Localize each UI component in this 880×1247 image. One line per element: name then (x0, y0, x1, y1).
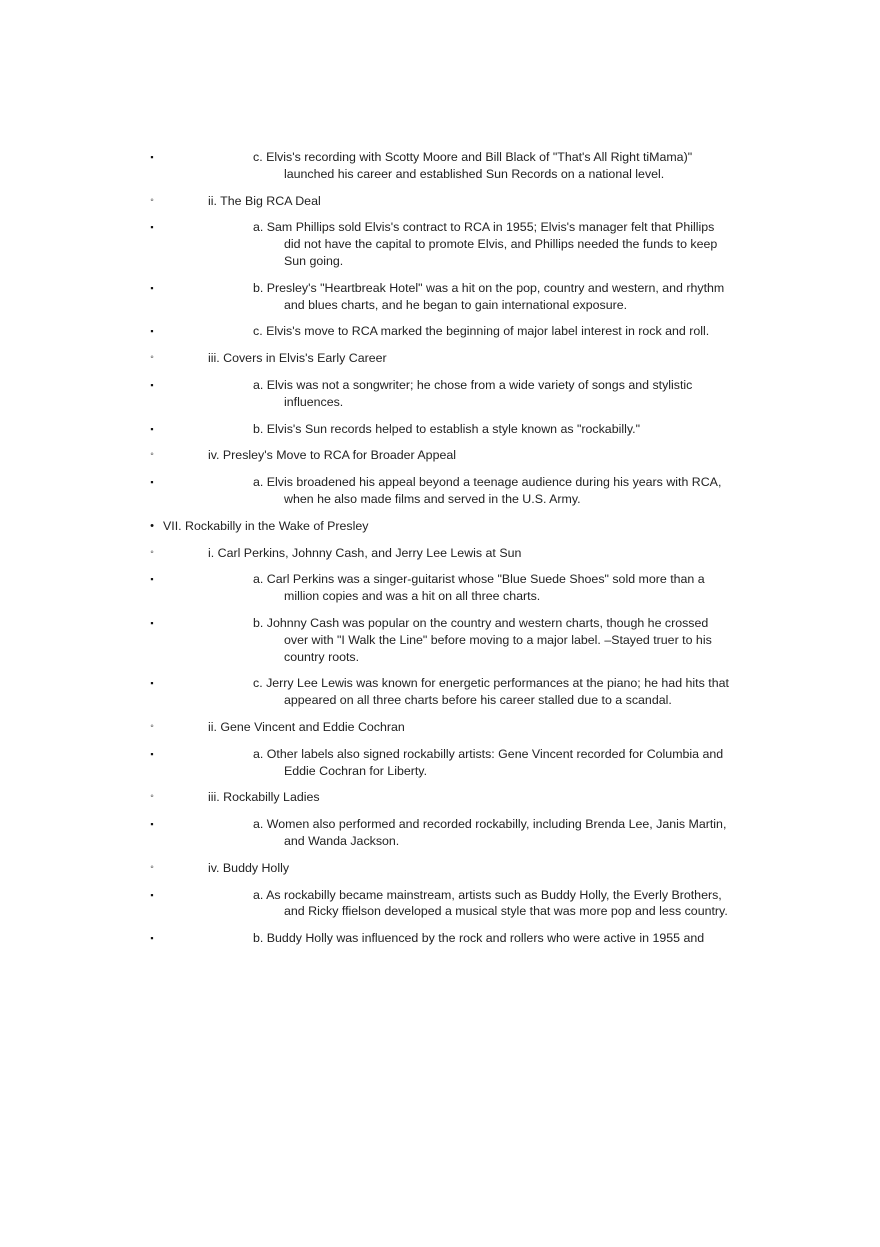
outline-item-text: a. Other labels also signed rockabilly artists: Gene Vincent recorded for Columbia and Eddie Cochran for Liberty. (253, 746, 724, 778)
outline-item-level-2 (0, 860, 880, 877)
outline-item-level-3 (0, 280, 880, 314)
bullet-marker: ◦ (150, 546, 154, 558)
outline-item-level-3 (0, 377, 880, 411)
outline-item-text: a. As rockabilly became mainstream, artists such as Buddy Holly, the Everly Brothers, and Ricky ffielson developed a musical style that was more pop and less country. (253, 887, 728, 919)
outline-item-text: a. Sam Phillips sold Elvis's contract to RCA in 1955; Elvis's manager felt that Phillips did not have the capital to promote Elvis, and Phillips needed the funds to keep Sun going. (253, 220, 718, 268)
outline-item-text: a. Women also performed and recorded rockabilly, including Brenda Lee, Janis Martin, and Wanda Jackson. (253, 817, 727, 848)
bullet-marker: ◦ (150, 791, 154, 803)
outline-item-level-2 (0, 447, 880, 464)
outline-item-level-3 (0, 219, 880, 269)
bullet-marker: ▪ (150, 933, 154, 944)
bullet-marker: ▪ (150, 282, 154, 293)
outline-item-text: iv. Presley's Move to RCA for Broader Appeal (208, 448, 456, 463)
outline-item-level-3 (0, 675, 880, 709)
outline-item-level-2 (0, 193, 880, 210)
outline-item-text: a. Carl Perkins was a singer-guitarist whose "Blue Suede Shoes" sold more than a million copies and was a hit on all three charts. (253, 572, 705, 604)
outline-item-text: b. Johnny Cash was popular on the country and western charts, though he crossed over with "I Walk the Line" before moving to a major label. –Stayed truer to his country roots. (253, 615, 712, 664)
outline-item-level-3 (0, 887, 880, 921)
outline-item-level-3 (0, 746, 880, 780)
outline-item-level-3 (0, 323, 880, 340)
bullet-marker: ▪ (150, 477, 154, 488)
outline-item-level-3 (0, 615, 880, 665)
outline-item-level-3 (0, 930, 880, 947)
outline-item-text: c. Jerry Lee Lewis was known for energetic performances at the piano; he had hits that appeared on all three charts before his career stalled due to a scandal. (253, 676, 729, 708)
bullet-marker: ◦ (150, 194, 154, 206)
outline-item-level-3 (0, 816, 880, 850)
outline-item-text: c. Elvis's recording with Scotty Moore and Bill Black of "That's All Right tiMama)" launched his career and established Sun Records on a national level. (253, 150, 693, 181)
outline-item-level-3 (0, 474, 880, 508)
outline-list (0, 149, 880, 957)
outline-item-level-2 (0, 719, 880, 736)
outline-item-level-1 (0, 518, 880, 535)
outline-item-text: i. Carl Perkins, Johnny Cash, and Jerry Lee Lewis at Sun (208, 545, 522, 560)
outline-item-level-2 (0, 350, 880, 367)
bullet-marker: ▪ (150, 152, 154, 162)
outline-item-text: c. Elvis's move to RCA marked the beginning of major label interest in rock and roll. (253, 324, 710, 339)
bullet-marker: ◦ (150, 861, 154, 873)
outline-item-level-3 (0, 571, 880, 605)
outline-item-text: a. Elvis was not a songwriter; he chose from a wide variety of songs and stylistic influences. (253, 377, 693, 409)
outline-item-text: iii. Rockabilly Ladies (208, 790, 320, 805)
bullet-marker: ◦ (150, 449, 154, 461)
outline-item-text: a. Elvis broadened his appeal beyond a teenage audience during his years with RCA, when he also made films and served in the U.S. Army. (253, 475, 722, 506)
outline-item-text: VII. Rockabilly in the Wake of Presley (163, 518, 369, 533)
outline-item-level-2 (0, 545, 880, 562)
bullet-marker: ▪ (150, 222, 154, 233)
outline-item-text: ii. Gene Vincent and Eddie Cochran (208, 719, 405, 734)
bullet-marker: ▪ (150, 819, 154, 830)
outline-item-level-3 (0, 149, 880, 183)
outline-item-text: b. Elvis's Sun records helped to establish a style known as "rockabilly." (253, 421, 640, 436)
outline-item-text: b. Buddy Holly was influenced by the rock and rollers who were active in 1955 and (253, 931, 705, 946)
outline-item-text: b. Presley's "Heartbreak Hotel" was a hit on the pop, country and western, and rhythm and blues charts, and he began to gain international exposure. (253, 280, 725, 312)
bullet-marker: ◦ (150, 720, 154, 732)
outline-item-level-2 (0, 789, 880, 806)
bullet-marker: ▪ (150, 379, 154, 390)
bullet-marker: ◦ (150, 352, 154, 364)
bullet-marker: ▪ (150, 889, 154, 900)
bullet-marker: • (150, 519, 154, 532)
outline-item-text: ii. The Big RCA Deal (208, 193, 321, 208)
bullet-marker: ▪ (150, 574, 154, 585)
bullet-marker: ▪ (150, 678, 154, 689)
outline-item-text: iii. Covers in Elvis's Early Career (208, 351, 387, 366)
outline-item-level-3 (0, 421, 880, 438)
bullet-marker: ▪ (150, 617, 154, 628)
bullet-marker: ▪ (150, 326, 154, 337)
bullet-marker: ▪ (150, 423, 154, 434)
outline-item-text: iv. Buddy Holly (208, 860, 290, 875)
bullet-marker: ▪ (150, 748, 154, 759)
